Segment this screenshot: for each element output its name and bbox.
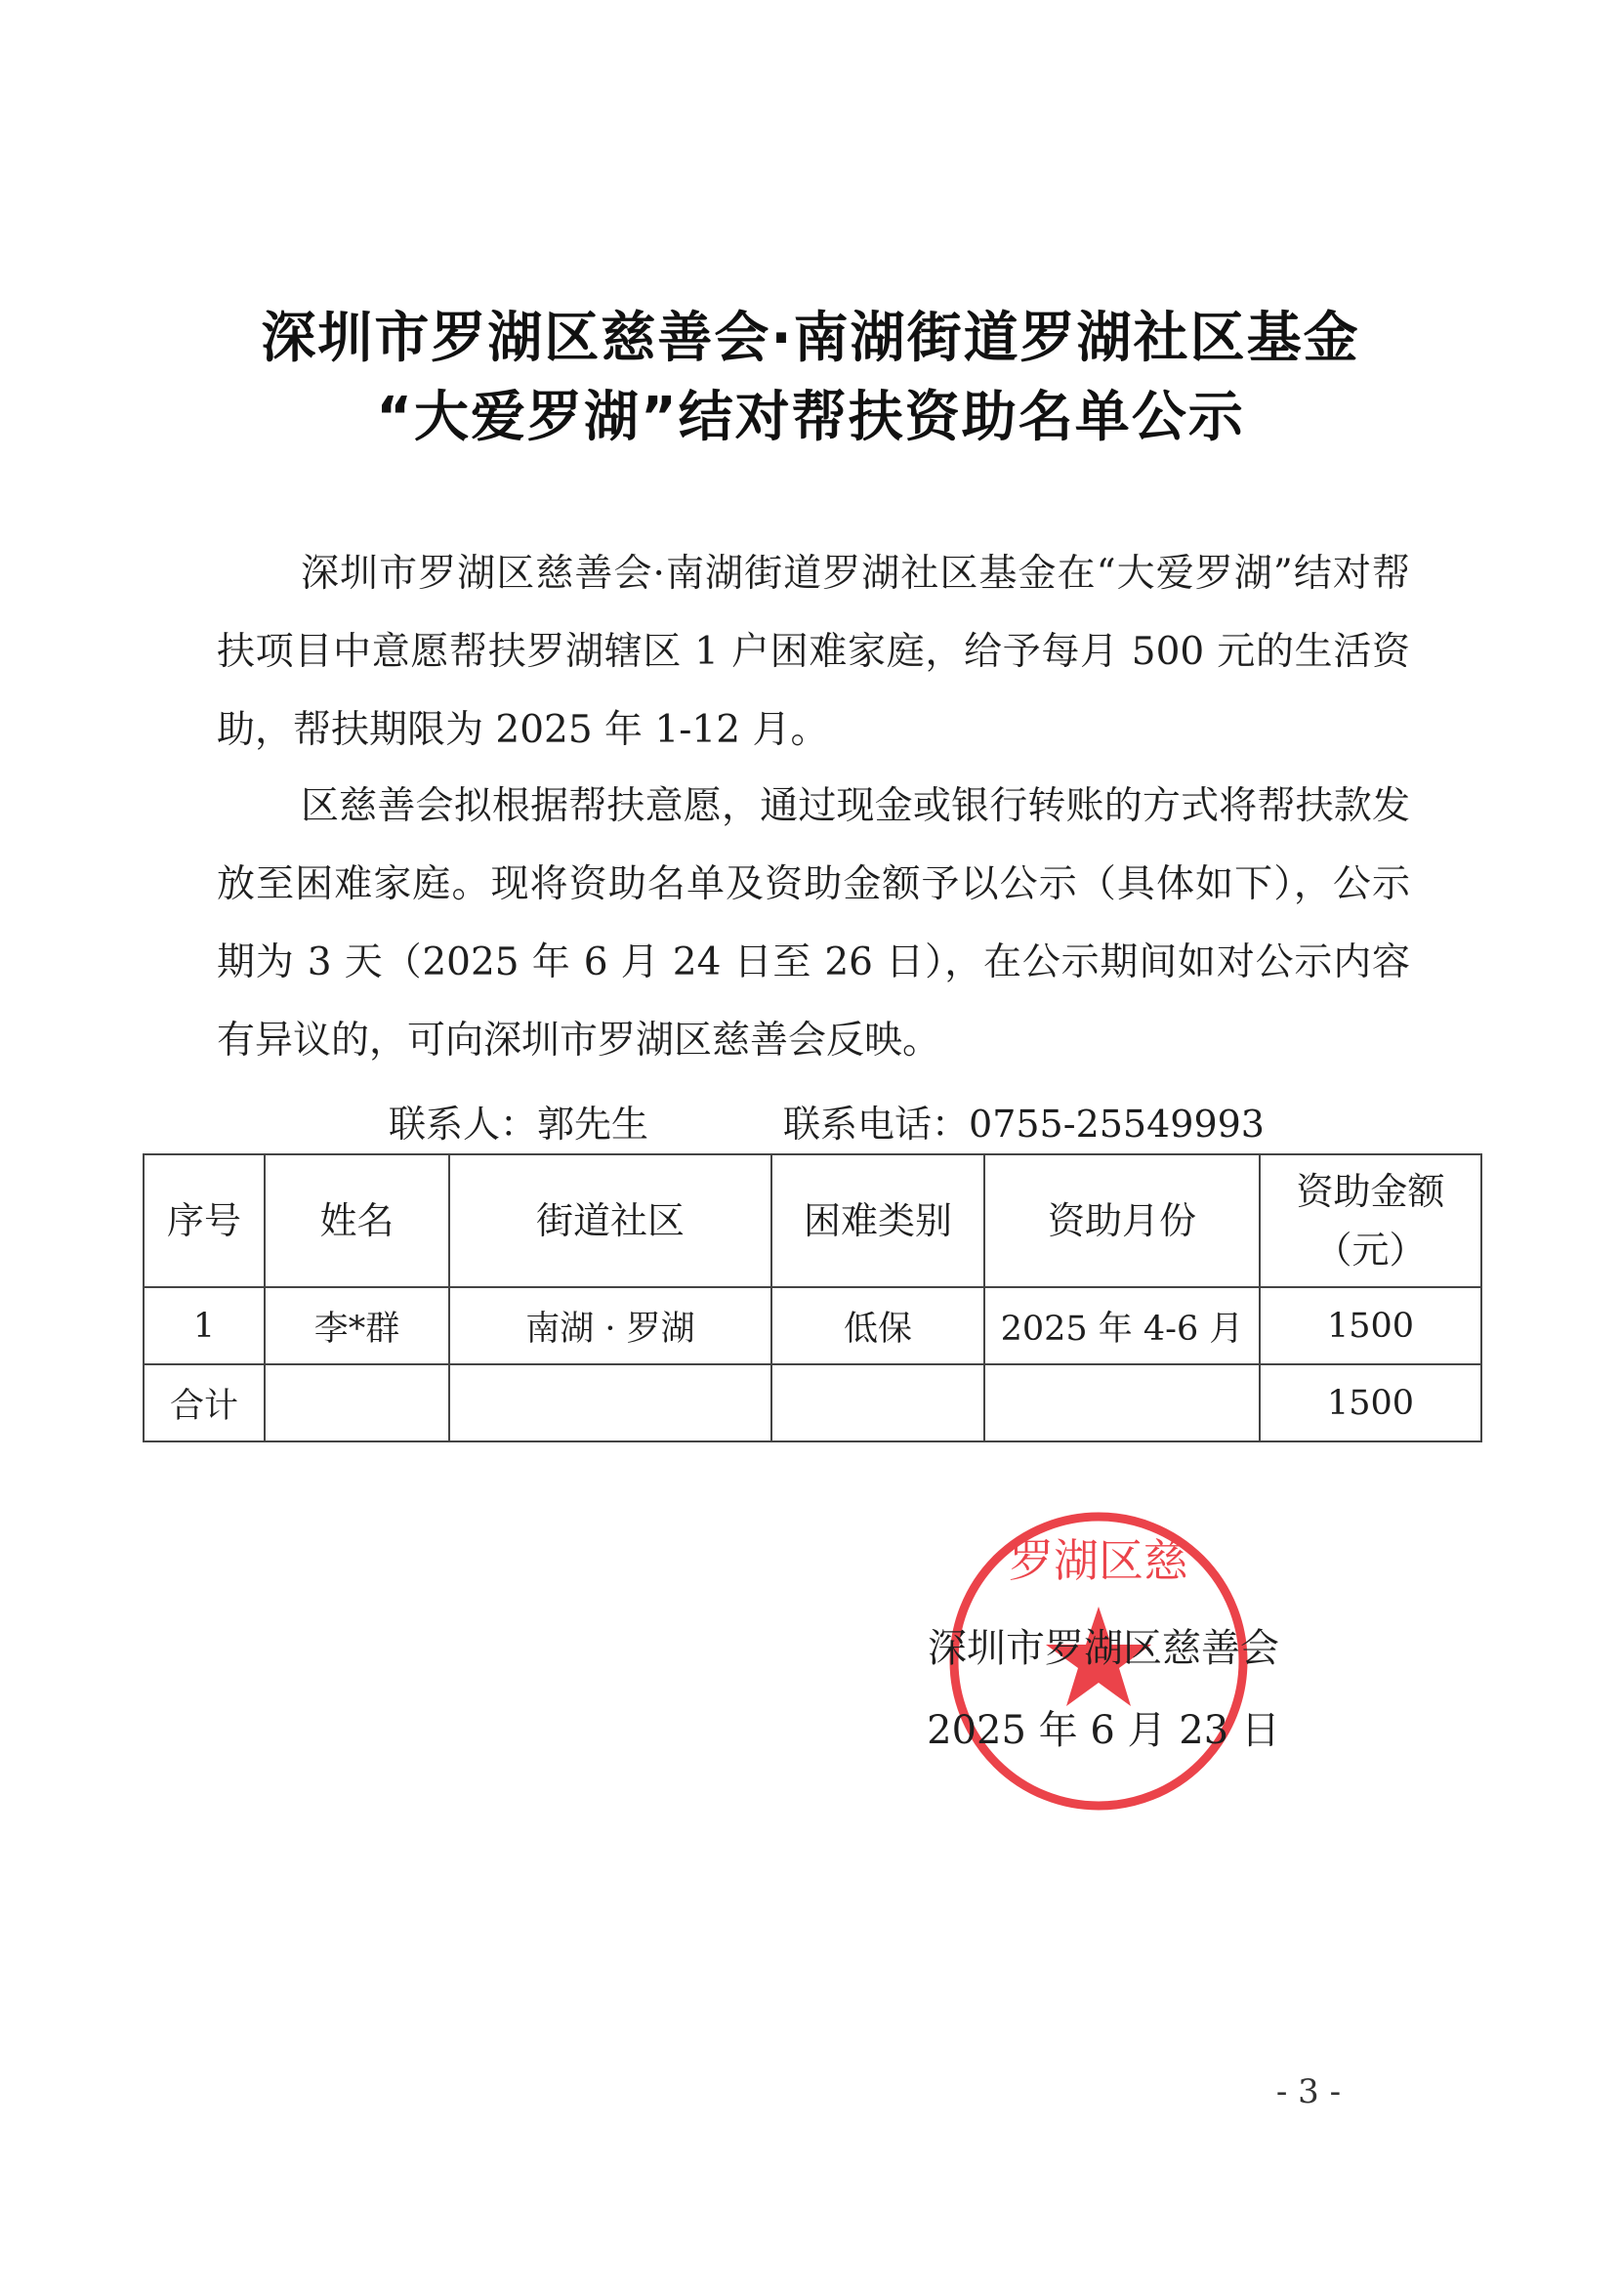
total-empty-cell	[449, 1364, 771, 1441]
total-empty-cell	[265, 1364, 449, 1441]
header-category: 困难类别	[771, 1154, 984, 1287]
cell-name: 李*群	[265, 1287, 449, 1364]
cell-months: 2025 年 4-6 月	[984, 1287, 1260, 1364]
cell-amount: 1500	[1260, 1287, 1481, 1364]
aid-list-table	[143, 1153, 1482, 1442]
total-amount: 1500	[1260, 1364, 1481, 1441]
contact-phone: 联系电话：0755-25549993	[783, 1103, 1265, 1146]
cell-category: 低保	[771, 1287, 984, 1364]
document-title-line2: “大爱罗湖”结对帮扶资助名单公示	[376, 386, 1245, 449]
header-index: 序号	[144, 1154, 265, 1287]
body-paragraph-1: 深圳市罗湖区慈善会·南湖街道罗湖社区基金在“大爱罗湖”结对帮扶项目中意愿帮扶罗湖辖区 1 户困难家庭，给予每月 500 元的生活资助，帮扶期限为 2025 年 1-12 月。	[217, 552, 1410, 752]
cell-index: 1	[144, 1287, 265, 1364]
total-empty-cell	[984, 1364, 1260, 1441]
document-title-line1: 深圳市罗湖区慈善会·南湖街道罗湖社区基金	[261, 307, 1360, 370]
svg-text:罗湖区慈: 罗湖区慈	[1009, 1534, 1188, 1587]
header-name: 姓名	[265, 1154, 449, 1287]
contact-person: 联系人：郭先生	[389, 1103, 649, 1146]
total-empty-cell	[771, 1364, 984, 1441]
contact-line	[389, 1094, 1265, 1148]
header-amount: 资助金额 （元）	[1260, 1154, 1481, 1287]
table-header-row	[144, 1154, 1481, 1287]
cell-community: 南湖 · 罗湖	[449, 1287, 771, 1364]
header-months: 资助月份	[984, 1154, 1260, 1287]
page-number: - 3 -	[1275, 2072, 1342, 2111]
table-row	[144, 1287, 1481, 1364]
signature-date: 2025 年 6 月 23 日	[927, 1708, 1280, 1753]
body-paragraph-2: 区慈善会拟根据帮扶意愿，通过现金或银行转账的方式将帮扶款发放至困难家庭。现将资助名单及资助金额予以公示（具体如下），公示期为 3 天（2025 年 6 月 24 日至 26 日），在公示期间如对公示内容有异议的，可向深圳市罗湖区慈善会反映。	[217, 784, 1410, 1063]
total-label: 合计	[144, 1364, 265, 1441]
table-total-row	[144, 1364, 1481, 1441]
header-community: 街道社区	[449, 1154, 771, 1287]
signature-organization: 深圳市罗湖区慈善会	[928, 1626, 1279, 1671]
